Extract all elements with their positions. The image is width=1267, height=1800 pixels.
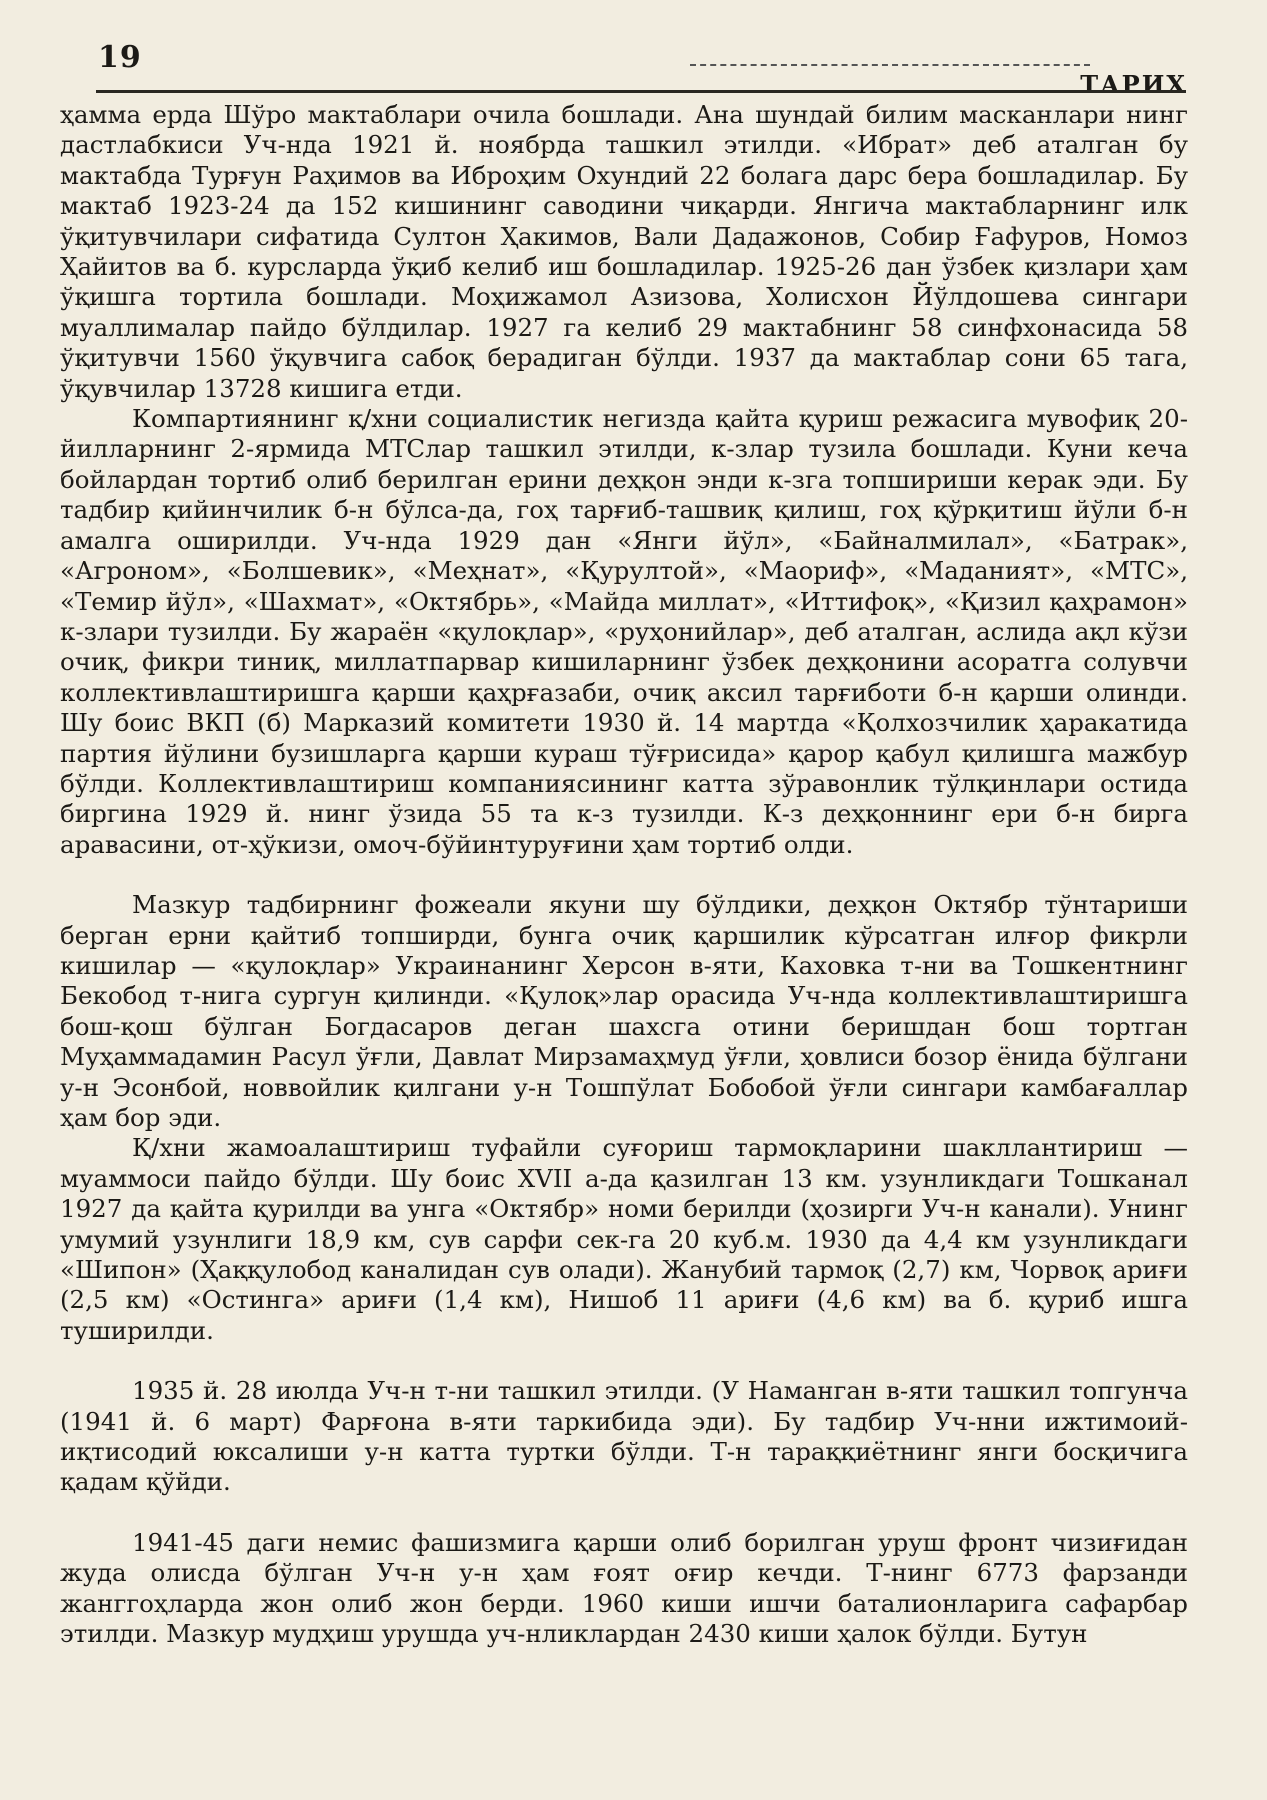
paragraph: ҳамма ерда Шўро мактаблари очила бошлади. Ана шундай билим масканлари нинг дастлабкиси Уч-нда 1921 й. ноябрда ташкил этилди. «Ибрат» деб аталган бу мактабда Турғун Раҳимов ва Иброҳим Охундий 22 болага дарс бера бошладилар. Бу мактаб 1923-24 да 152 кишининг саводини чиқарди. Янгича мактабларнинг илк ўқитувчилари сифатида Султон Ҳакимов, Вали Дадажонов, Собир Ғафуров, Номоз Ҳайитов ва б. курсларда ўқиб келиб иш бошладилар. 1925-26 дан ўзбек қизлари ҳам ўқишга тортила бошлади. Моҳижамол Азизова, Холисхон Йўлдошева сингари муаллималар пайдо бўлдилар. 1927 га келиб 29 мактабнинг 58 синфхонасида 58 ўқитувчи 1560 ўқувчига сабоқ берадиган бўлди. 1937 да мактаблар сони 65 тага, ўқувчилар 13728 кишига етди. [60,100,1188,403]
page-header [0,0,1267,100]
running-head: ТАРИХ [1080,70,1187,99]
body-text [60,100,1188,1650]
paragraph: Компартиянинг қ/хни социалистик негизда қайта қуриш режасига мувофиқ 20-йилларнинг 2-ярмида МТСлар ташкил этилди, к-злар тузила бошлади. Куни кеча бойлардан тортиб олиб берилган ерини деҳқон энди к-зга топшириши керак эди. Бу тадбир қийинчилик б-н бўлса-да, гоҳ тарғиб-ташвиқ қилиш, гоҳ қўрқитиш йўли б-н амалга оширилди. Уч-нда 1929 дан «Янги йўл», «Байналмилал», «Батрак», «Агроном», «Болшевик», «Меҳнат», «Қурултой», «Маориф», «Маданият», «МТС», «Темир йўл», «Шахмат», «Октябрь», «Майда миллат», «Иттифоқ», «Қизил қаҳрамон» к-злари тузилди. Бу жараён «қулоқлар», «руҳонийлар», деб аталган, аслида ақл кўзи очиқ, фикри тиниқ, миллатпарвар кишиларнинг ўзбек деҳқонини асоратга солувчи коллективлаштиришга қарши қаҳрғазаби, очиқ аксил тарғиботи б-н қарши олинди. Шу боис ВКП (б) Марказий комитети 1930 й. 14 мартда «Қолхозчилик ҳаракатида партия йўлини бузишларга қарши кураш тўғрисида» қарор қабул қилишга мажбур бўлди. Коллективлаштириш компаниясининг катта зўравонлик тўлқинлари остида биргина 1929 й. нинг ўзида 55 та к-з тузилди. К-з деҳқоннинг ери б-н бирга аравасини, от-ҳўкизи, омоч-бўйинтуруғини ҳам тортиб олди. [60,404,1188,859]
paragraph: 1941-45 даги немис фашизмига қарши олиб борилган уруш фронт чизиғидан жуда олисда бўлган Уч-н у-н ҳам ғоят оғир кечди. Т-нинг 6773 фарзанди жанггоҳларда жон олиб жон берди. 1960 киши ишчи баталионларига сафарбар этилди. Мазкур мудҳиш урушда уч-нликлардан 2430 киши ҳалок бўлди. Бутун [60,1527,1188,1649]
paragraph: Мазкур тадбирнинг фожеали якуни шу бўлдики, деҳқон Октябр тўнтариши берган ерни қайтиб топширди, бунга очиқ қаршилик кўрсатган илғор фикрли кишилар — «қулоқлар» Украинанинг Херсон в-яти, Каховка т-ни ва Тошкентнинг Бекобод т-нига сургун қилинди. «Қулоқ»лар орасида Уч-нда коллективлаштиришга бош-қош бўлган Богдасаров деган шахсга отини беришдан бош тортган Муҳаммадамин Расул ўғли, Давлат Мирзамаҳмуд ўғли, ҳовлиси бозор ёнида бўлгани у-н Эсонбой, новвойлик қилгани у-н Тошпўлат Бобобой ўғли сингари камбағаллар ҳам бор эди. [60,890,1188,1132]
paragraph: 1935 й. 28 июлда Уч-н т-ни ташкил этилди. (У Наманган в-яти ташкил топгунча (1941 й. 6 март) Фарғона в-яти таркибида эди). Бу тадбир Уч-нни ижтимоий-иқтисодий юксалиши у-н катта туртки бўлди. Т-н тараққиётнинг янги босқичига қадам қўйди. [60,1376,1188,1497]
header-dashed-rule [690,64,1090,66]
paragraph: Қ/хни жамоалаштириш туфайли суғориш тармоқларини шакллантириш — муаммоси пайдо бўлди. Шу боис XVII а-да қазилган 13 км. узунликдаги Тошканал 1927 да қайта қурилди ва унга «Октябр» номи берилди (ҳозирги Уч-н канали). Унинг умумий узунлиги 18,9 км, сув сарфи сек-га 20 куб.м. 1930 да 4,4 км узунликдаги «Шипон» (Ҳаққулобод каналидан сув олади). Жанубий тармоқ (2,7) км, Чорвоқ ариғи (2,5 км) «Остинга» ариғи (1,4 км), Нишоб 11 ариғи (4,6 км) ва б. қуриб ишга туширилди. [60,1133,1188,1345]
header-rule [96,90,1186,93]
page-number: 19 [98,40,142,75]
